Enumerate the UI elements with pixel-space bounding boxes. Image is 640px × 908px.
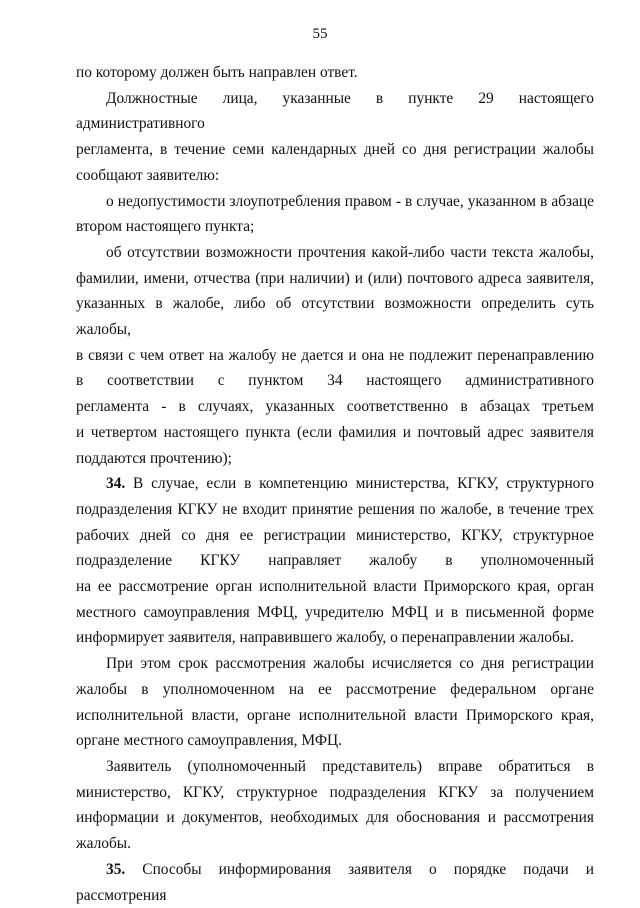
text-line: подразделение КГКУ направляет жалобу в уполномоченный: [76, 552, 594, 570]
text-line: в соответствии с пунктом 34 настоящего административного: [76, 372, 594, 390]
paragraph-1: [76, 86, 594, 189]
text-line: жалобы.: [76, 835, 131, 853]
text-line: подразделения КГКУ не входит принятие решения по жалобе, в течение трех: [76, 500, 594, 518]
text-line: жалобы в уполномоченном на ее рассмотрение федеральном органе: [76, 680, 594, 698]
paragraph-2: [76, 189, 594, 240]
text-line: [76, 471, 594, 497]
text-line: в связи с чем ответ на жалобу не дается и она не подлежит перенаправлению: [76, 346, 594, 364]
text-line: рабочих дней со дня ее регистрации министерство, КГКУ, структурное: [76, 526, 594, 544]
paragraph-34: [76, 471, 594, 651]
paragraph-6: [76, 754, 594, 857]
text-line: фамилии, имени, отчества (при наличии) и (или) почтового адреса заявителя,: [76, 269, 594, 287]
text-line: исполнительной власти, органе исполнительной власти Приморского края,: [76, 706, 594, 724]
text-line: Должностные лица, указанные в пункте 29 настоящего административного: [76, 89, 594, 133]
text-line: [76, 857, 594, 908]
text-line: поддаются прочтению);: [76, 449, 232, 467]
text-line: о недопустимости злоупотребления правом - в случае, указанном в абзаце: [106, 192, 594, 210]
text-line: регламента - в случаях, указанных соответственно в абзацах третьем: [76, 398, 594, 416]
text-line: регламента, в течение семи календарных дней со дня регистрации жалобы: [76, 141, 594, 159]
clause-number: 35.: [106, 860, 126, 878]
clause-text: В случае, если в компетенцию министерства, КГКУ, структурного: [125, 475, 594, 493]
text-line: об отсутствии возможности прочтения какой-либо части текста жалобы,: [106, 243, 594, 261]
text-line: При этом срок рассмотрения жалобы исчисляется со дня регистрации: [106, 655, 594, 673]
paragraph-0: [76, 60, 594, 86]
text-line: местного самоуправления МФЦ, учредителю МФЦ и в письменной форме: [76, 603, 594, 621]
text-line: информации и документов, необходимых для обоснования и рассмотрения: [76, 809, 594, 827]
page-number: 55: [312, 26, 328, 42]
text-line: органе местного самоуправления, МФЦ.: [76, 732, 342, 750]
text-line: сообщают заявителю:: [76, 166, 220, 184]
text-line: втором настоящего пункта;: [76, 218, 255, 236]
text-line: по которому должен быть направлен ответ.: [76, 64, 358, 81]
paragraph-35: [76, 857, 594, 908]
text-line: Заявитель (уполномоченный представитель) вправе обратиться в: [106, 757, 594, 775]
clause-text: Способы информирования заявителя о порядке подачи и рассмотрения: [76, 860, 594, 904]
paragraph-3: [76, 240, 594, 471]
text-line: информирует заявителя, направившего жалобу, о перенаправлении жалобы.: [76, 629, 574, 647]
text-line: министерство, КГКУ, структурное подразделения КГКУ за получением: [76, 783, 594, 801]
clause-number: 34.: [106, 475, 126, 493]
paragraph-5: [76, 651, 594, 754]
document-body: [76, 60, 594, 908]
text-line: и четвертом настоящего пункта (если фамилия и почтовый адрес заявителя: [76, 423, 594, 441]
text-line: указанных в жалобе, либо об отсутствии возможности определить суть жалобы,: [76, 295, 594, 339]
text-line: на ее рассмотрение орган исполнительной власти Приморского края, орган: [76, 578, 594, 596]
